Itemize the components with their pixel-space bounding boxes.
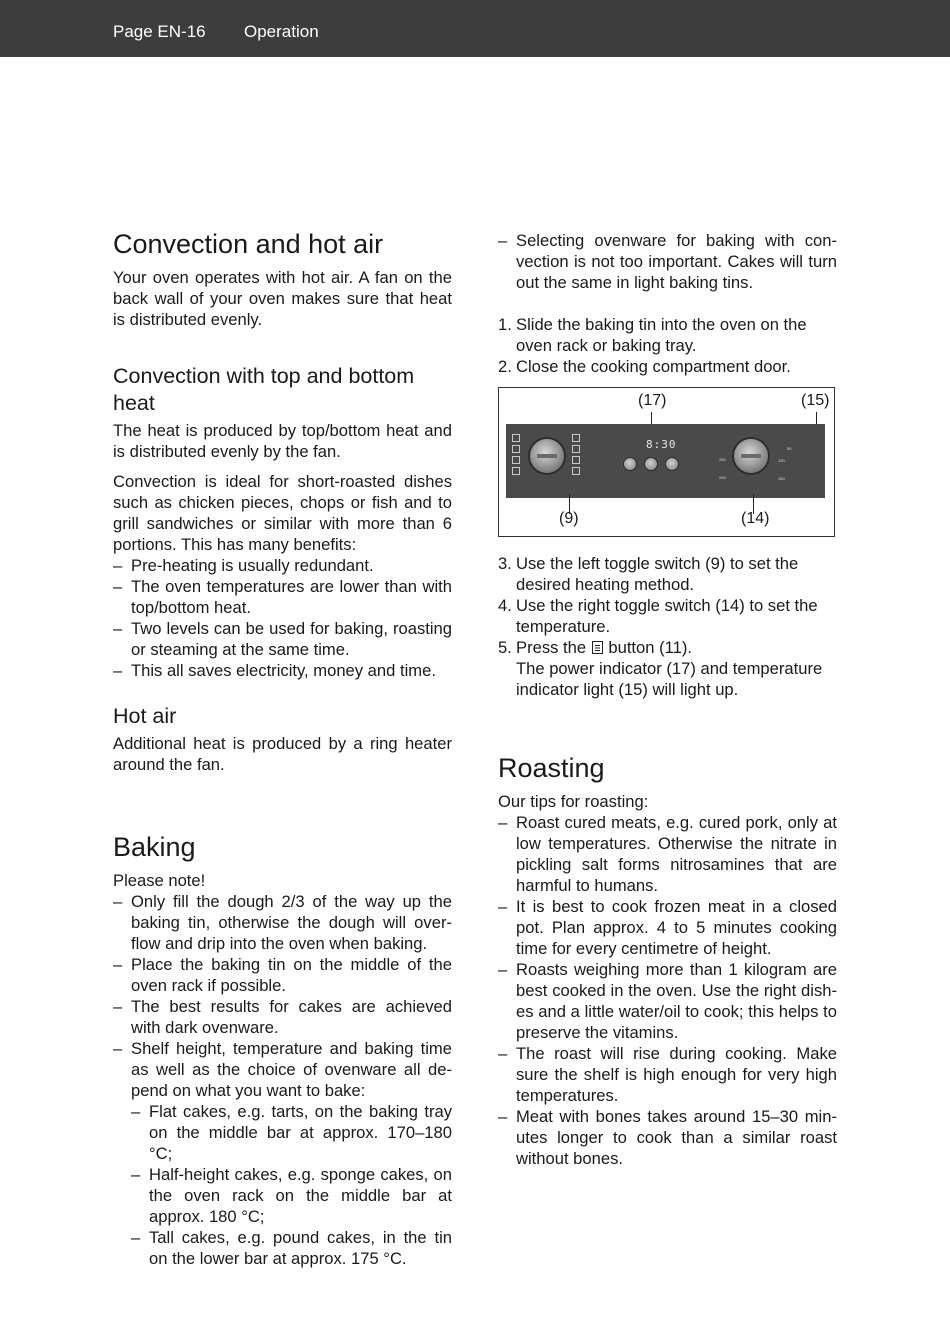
- list-item: – Roasts weighing more than 1 kilogram are best cooked in the oven. Use the right dish-es and a little water/oil to cook; this helps to preserve the vitamins.: [498, 959, 837, 1043]
- temp-mark: 50: [787, 446, 792, 451]
- convection-top-bottom-text: The heat is produced by top/bottom heat and is distributed evenly by the fan.: [113, 421, 452, 461]
- steps-list-b: [498, 553, 837, 700]
- label-9: (9): [559, 510, 579, 527]
- step-number: 5.: [498, 638, 512, 657]
- step-text: Use the right toggle switch (14) to set the temperature.: [516, 596, 818, 636]
- heading-convection-hot-air: Convection and hot air: [113, 229, 384, 259]
- right-column: [498, 230, 837, 1169]
- step-text: Close the cooking compartment door.: [516, 357, 791, 376]
- function-selector-knob: [528, 437, 566, 475]
- list-item: [498, 553, 837, 595]
- list-item: – Place the baking tin on the middle of the oven rack if possible.: [113, 954, 452, 996]
- step-text: Slide the baking tin into the oven on the oven rack or baking tray.: [516, 315, 807, 355]
- list-item: – Tall cakes, e.g. pound cakes, in the tin on the lower bar at approx. 175 °C.: [131, 1227, 452, 1269]
- list-item: [498, 637, 837, 700]
- temp-mark: 150: [778, 476, 785, 481]
- convection-hot-air-text: Your oven operates with hot air. A fan on the back wall of your oven makes sure that heat is distributed evenly.: [113, 268, 452, 329]
- list-item: – Half-height cakes, e.g. sponge cakes, on the oven rack on the middle bar at approx. 180 °C;: [131, 1164, 452, 1227]
- ovenware-list: [498, 230, 837, 293]
- label-14: (14): [741, 510, 770, 527]
- list-item: – Meat with bones takes around 15–30 min-utes longer to cook than a similar roast without bones.: [498, 1106, 837, 1169]
- benefits-list: [113, 555, 452, 681]
- temp-mark: 200: [719, 475, 726, 480]
- hot-air-text: Additional heat is produced by a ring heater around the fan.: [113, 734, 452, 774]
- list-item: – Only fill the dough 2/3 of the way up the baking tin, otherwise the dough will over-flow and drip into the oven when baking.: [113, 891, 452, 954]
- heading-roasting: Roasting: [498, 753, 605, 783]
- heading-convection-top-bottom: Convection with top and bottom heat: [113, 364, 415, 415]
- step-number: 3.: [498, 554, 512, 573]
- page-number: Page EN-16: [113, 22, 206, 41]
- convection-ideal-text: Convection is ideal for short-roasted dishes such as chicken pieces, chops or fish and to grill sandwiches or similar with more than 6 portions. This has many benefits:: [113, 472, 452, 554]
- roasting-intro: Our tips for roasting:: [498, 792, 649, 811]
- list-item: – The roast will rise during cooking. Make sure the shelf is high enough for very high temperatures.: [498, 1043, 837, 1106]
- list-item: [498, 314, 837, 356]
- heading-baking: Baking: [113, 832, 196, 862]
- list-item: – Pre-heating is usually redundant.: [113, 555, 452, 576]
- mode-icon: [512, 445, 520, 453]
- temp-mark: 100: [778, 458, 785, 463]
- section-title: Operation: [244, 22, 319, 41]
- steps-list-a: [498, 314, 837, 377]
- timer-button: [665, 457, 679, 471]
- list-item: – The best results for cakes are achieved with dark ovenware.: [113, 996, 452, 1038]
- list-item: – Flat cakes, e.g. tarts, on the baking tray on the middle bar at approx. 170–180 °C;: [131, 1101, 452, 1164]
- menu-button-icon: [592, 641, 603, 654]
- baking-list: [113, 891, 452, 1269]
- temp-mark: 250: [719, 457, 726, 462]
- label-17: (17): [638, 392, 667, 409]
- step-text: Use the left toggle switch (9) to set the desired heating method.: [516, 554, 799, 594]
- oven-control-panel: [506, 424, 825, 498]
- mode-icon: [572, 467, 580, 475]
- clock-display: 8:30: [646, 438, 677, 451]
- list-item-text: Shelf height, temperature and baking time as well as the choice of ovenware all de-pend on what you want to bake:: [131, 1039, 452, 1100]
- list-item: [498, 356, 837, 377]
- heading-hot-air: Hot air: [113, 704, 177, 728]
- baking-note: Please note!: [113, 871, 206, 890]
- mode-icon: [512, 434, 520, 442]
- step-result: The power indicator (17) and temperature indicator light (15) will light up.: [516, 659, 823, 699]
- step-number: 2.: [498, 357, 512, 376]
- mode-icon: [572, 456, 580, 464]
- list-item: – Two levels can be used for baking, roasting or steaming at the same time.: [113, 618, 452, 660]
- control-panel-diagram: [498, 387, 835, 537]
- list-item: – The oven temperatures are lower than with top/bottom heat.: [113, 576, 452, 618]
- list-item: [498, 595, 837, 637]
- mode-icon: [572, 445, 580, 453]
- mode-icon: [512, 467, 520, 475]
- list-item: – Roast cured meats, e.g. cured pork, only at low temperatures. Otherwise the nitrate in pickling salt forms nitrosamines that are harmful to humans.: [498, 812, 837, 896]
- step-text: button (11).: [608, 638, 692, 657]
- mode-icon: [572, 434, 580, 442]
- temperature-knob: [732, 437, 770, 475]
- roasting-list: [498, 812, 837, 1169]
- label-15: (15): [801, 392, 830, 409]
- list-item: – Selecting ovenware for baking with con-vection is not too important. Cakes will turn out the same in light baking tins.: [498, 230, 837, 293]
- step-number: 4.: [498, 596, 512, 615]
- mode-icon: [512, 456, 520, 464]
- list-item: – It is best to cook frozen meat in a closed pot. Plan approx. 4 to 5 minutes cooking time for every centimetre of height.: [498, 896, 837, 959]
- baking-sublist: [131, 1101, 452, 1269]
- page-header: [0, 0, 950, 57]
- list-item: [113, 1038, 452, 1269]
- step-text: Press the: [516, 638, 587, 657]
- timer-button: [644, 457, 658, 471]
- list-item: – This all saves electricity, money and time.: [113, 660, 452, 681]
- timer-button: [623, 457, 637, 471]
- step-number: 1.: [498, 315, 512, 334]
- left-column: [113, 228, 452, 1269]
